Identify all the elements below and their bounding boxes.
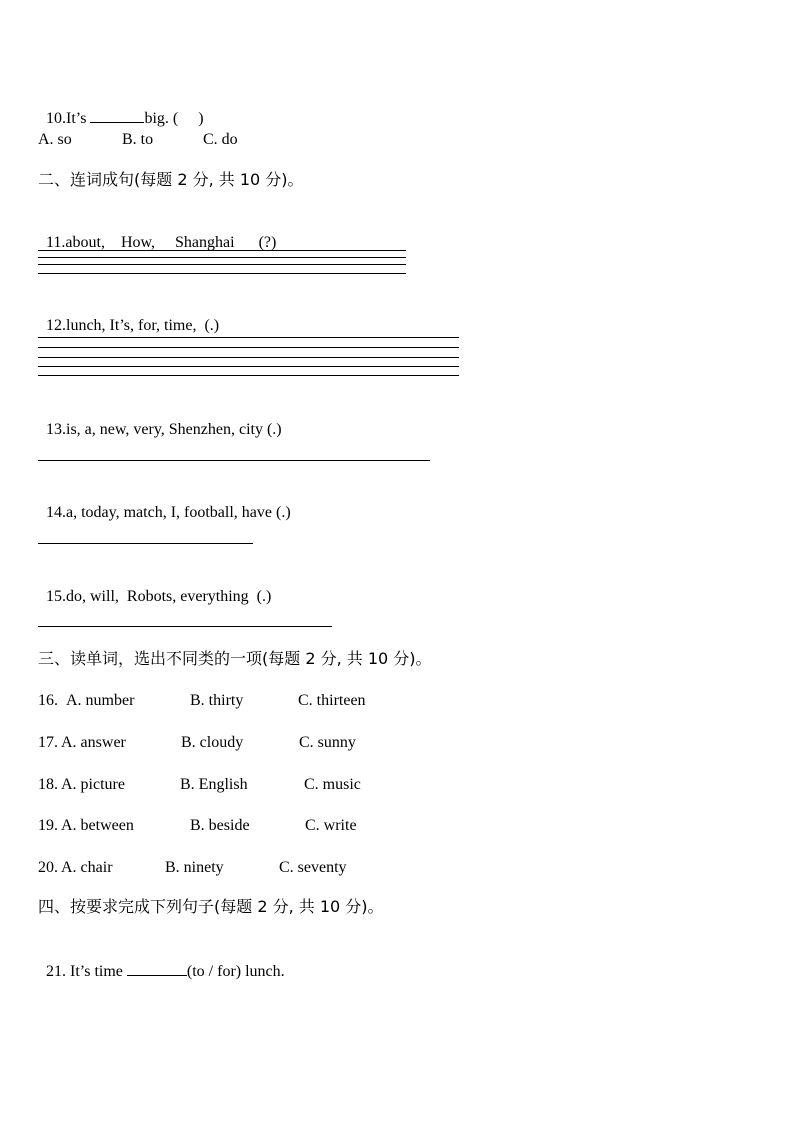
answer-line[interactable] bbox=[38, 250, 406, 251]
question-number: 15. bbox=[46, 588, 66, 605]
answer-line[interactable] bbox=[38, 375, 459, 376]
question-words: is, a, new, very, Shenzhen, city (.) bbox=[66, 421, 282, 438]
option-c: C. seventy bbox=[279, 859, 347, 876]
option-a: A. so bbox=[38, 131, 72, 148]
answer-line[interactable] bbox=[38, 337, 459, 338]
option-b: B. to bbox=[122, 131, 154, 148]
option-a: A. number bbox=[66, 692, 135, 709]
option-c: C. do bbox=[203, 131, 238, 148]
question-number: 20. bbox=[38, 859, 58, 876]
question-number: 13. bbox=[46, 421, 66, 438]
section-2-heading: 二、连词成句(每题 2 分, 共 10 分)。 bbox=[38, 170, 304, 189]
question-number: 18. bbox=[38, 776, 58, 793]
option-a: A. answer bbox=[61, 734, 126, 751]
question-words: a, today, match, I, football, have (.) bbox=[66, 504, 291, 521]
option-c: C. thirteen bbox=[298, 692, 366, 709]
answer-line[interactable] bbox=[38, 264, 406, 265]
question-15 bbox=[38, 567, 271, 607]
answer-blank[interactable] bbox=[90, 108, 144, 123]
question-13 bbox=[38, 400, 282, 440]
option-a: A. between bbox=[61, 817, 134, 834]
question-number: 21. bbox=[46, 963, 66, 980]
question-10 bbox=[38, 88, 204, 129]
answer-line[interactable] bbox=[38, 543, 253, 544]
question-21 bbox=[38, 941, 285, 982]
answer-line[interactable] bbox=[38, 273, 406, 274]
option-c: C. sunny bbox=[299, 734, 356, 751]
option-c: C. music bbox=[304, 776, 361, 793]
question-words: do, will, Robots, everything (.) bbox=[66, 588, 272, 605]
question-prefix: It’s time bbox=[66, 963, 127, 980]
question-number: 17. bbox=[38, 734, 58, 751]
question-number: 19. bbox=[38, 817, 58, 834]
option-b: B. thirty bbox=[190, 692, 244, 709]
answer-line[interactable] bbox=[38, 626, 332, 627]
question-number: 12. bbox=[46, 317, 66, 334]
answer-line[interactable] bbox=[38, 357, 459, 358]
section-3-heading: 三、读单词，选出不同类的一项(每题 2 分, 共 10 分)。 bbox=[38, 649, 432, 668]
answer-line[interactable] bbox=[38, 460, 430, 461]
section-4-heading: 四、按要求完成下列句子(每题 2 分, 共 10 分)。 bbox=[38, 897, 384, 916]
answer-line[interactable] bbox=[38, 257, 406, 258]
option-c: C. write bbox=[305, 817, 357, 834]
question-words: about, How, Shanghai (?) bbox=[65, 234, 277, 251]
question-number: 16. bbox=[38, 692, 58, 709]
option-a: A. picture bbox=[61, 776, 125, 793]
answer-line[interactable] bbox=[38, 366, 459, 367]
option-b: B. cloudy bbox=[181, 734, 244, 751]
question-10-suffix: big. ( ) bbox=[144, 110, 204, 127]
question-14 bbox=[38, 483, 291, 523]
option-b: B. ninety bbox=[165, 859, 224, 876]
question-number: 11. bbox=[46, 234, 66, 251]
question-number: 14. bbox=[46, 504, 66, 521]
question-suffix: (to / for) lunch. bbox=[186, 963, 285, 980]
question-10-prefix: 10.It’s bbox=[46, 110, 91, 127]
option-b: B. beside bbox=[190, 817, 250, 834]
question-words: lunch, It’s, for, time, (.) bbox=[66, 317, 220, 334]
option-a: A. chair bbox=[61, 859, 113, 876]
question-11 bbox=[38, 213, 276, 253]
answer-line[interactable] bbox=[38, 347, 459, 348]
answer-blank[interactable] bbox=[127, 961, 187, 976]
question-12 bbox=[38, 296, 219, 336]
option-b: B. English bbox=[180, 776, 248, 793]
